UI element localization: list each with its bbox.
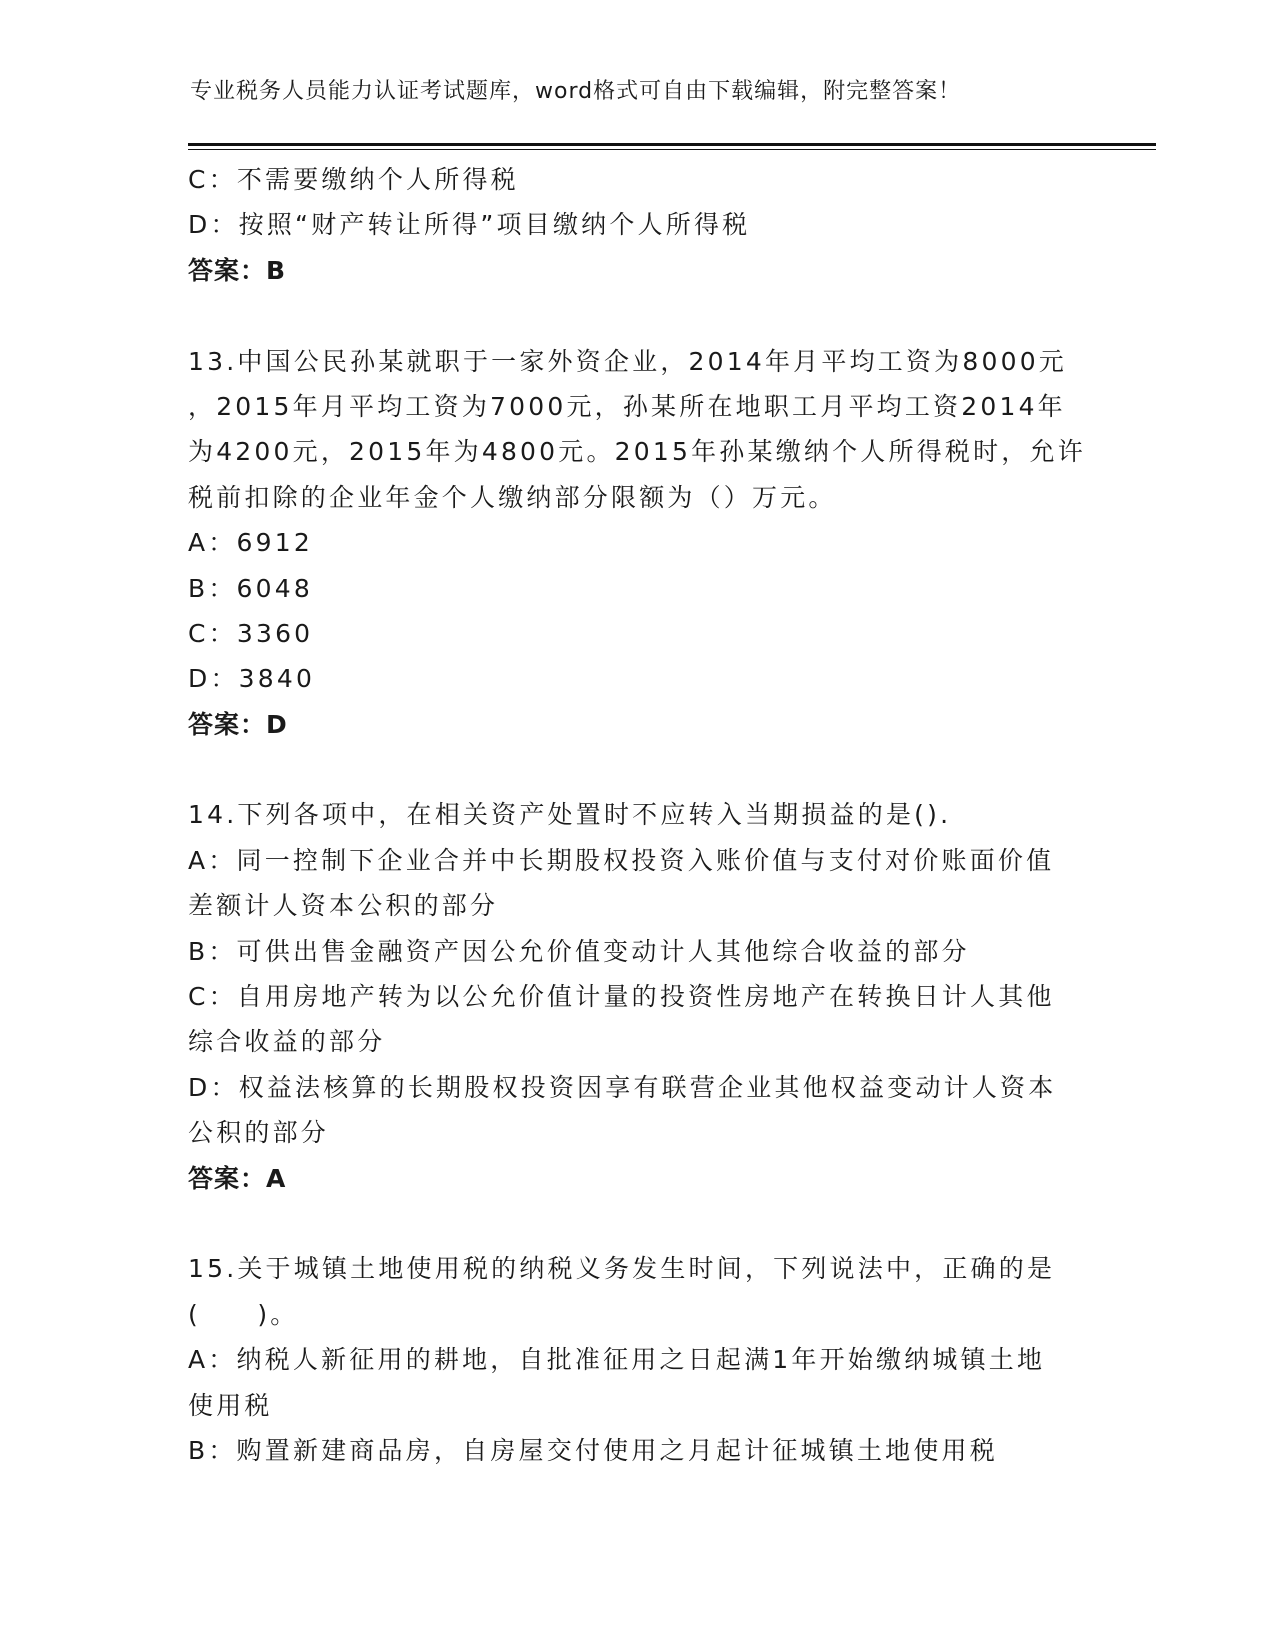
question-stem-line: 14.下列各项中，在相关资产处置时不应转入当期损益的是(). — [188, 800, 952, 830]
answer-line: 答案：A — [188, 1163, 287, 1193]
option-a: A：6912 — [188, 528, 313, 558]
option-b: B：购置新建商品房，自房屋交付使用之月起计征城镇土地使用税 — [188, 1435, 998, 1465]
spacer — [188, 1201, 1078, 1246]
option-a: A：纳税人新征用的耕地，自批准征用之日起满1年开始缴纳城镇土地 — [188, 1345, 1046, 1375]
spacer — [188, 747, 1078, 792]
option-d: D：权益法核算的长期股权投资因享有联营企业其他权益变动计人资本 — [188, 1072, 1057, 1102]
option-c: C：自用房地产转为以公允价值计量的投资性房地产在转换日计人其他 — [188, 982, 1055, 1012]
option-a-continued: 差额计人资本公积的部分 — [188, 891, 499, 921]
option-d-continued: 公积的部分 — [188, 1118, 330, 1148]
question-13 — [188, 339, 1086, 748]
option-c-continued: 综合收益的部分 — [188, 1027, 386, 1057]
option-a-continued: 使用税 — [188, 1390, 273, 1420]
document-body — [188, 157, 1086, 1473]
header-rule-thin — [188, 149, 1156, 150]
option-d: D：3840 — [188, 664, 316, 694]
page-header: 专业税务人员能力认证考试题库，word格式可自由下载编辑，附完整答案！ — [190, 79, 962, 104]
question-stem-line: 13.中国公民孙某就职于一家外资企业，2014年月平均工资为8000元 — [188, 346, 1068, 376]
question-stem-line: ，2015年月平均工资为7000元，孙某所在地职工月平均工资2014年 — [188, 391, 1066, 421]
option-c: C：3360 — [188, 618, 314, 648]
answer-line: 答案：D — [188, 709, 288, 739]
answer-line: 答案：B — [188, 255, 287, 285]
question-15 — [188, 1246, 1078, 1473]
question-stem-line: ( )。 — [188, 1299, 299, 1329]
question-stem-line: 15.关于城镇土地使用税的纳税义务发生时间，下列说法中，正确的是 — [188, 1254, 1056, 1284]
option-d: D：按照“财产转让所得”项目缴纳个人所得税 — [188, 210, 751, 240]
option-c: C：不需要缴纳个人所得税 — [188, 165, 519, 194]
header-rule-thick — [188, 143, 1156, 146]
spacer — [188, 293, 1078, 338]
option-a: A：同一控制下企业合并中长期股权投资入账价值与支付对价账面价值 — [188, 845, 1055, 875]
question-stem-line: 为4200元，2015年为4800元。2015年孙某缴纳个人所得税时，允许 — [188, 437, 1086, 467]
question-stem-line: 税前扣除的企业年金个人缴纳部分限额为（）万元。 — [188, 482, 837, 512]
option-b: B：6048 — [188, 573, 313, 603]
question-14 — [188, 792, 1078, 1201]
option-b: B：可供出售金融资产因公允价值变动计人其他综合收益的部分 — [188, 936, 970, 966]
